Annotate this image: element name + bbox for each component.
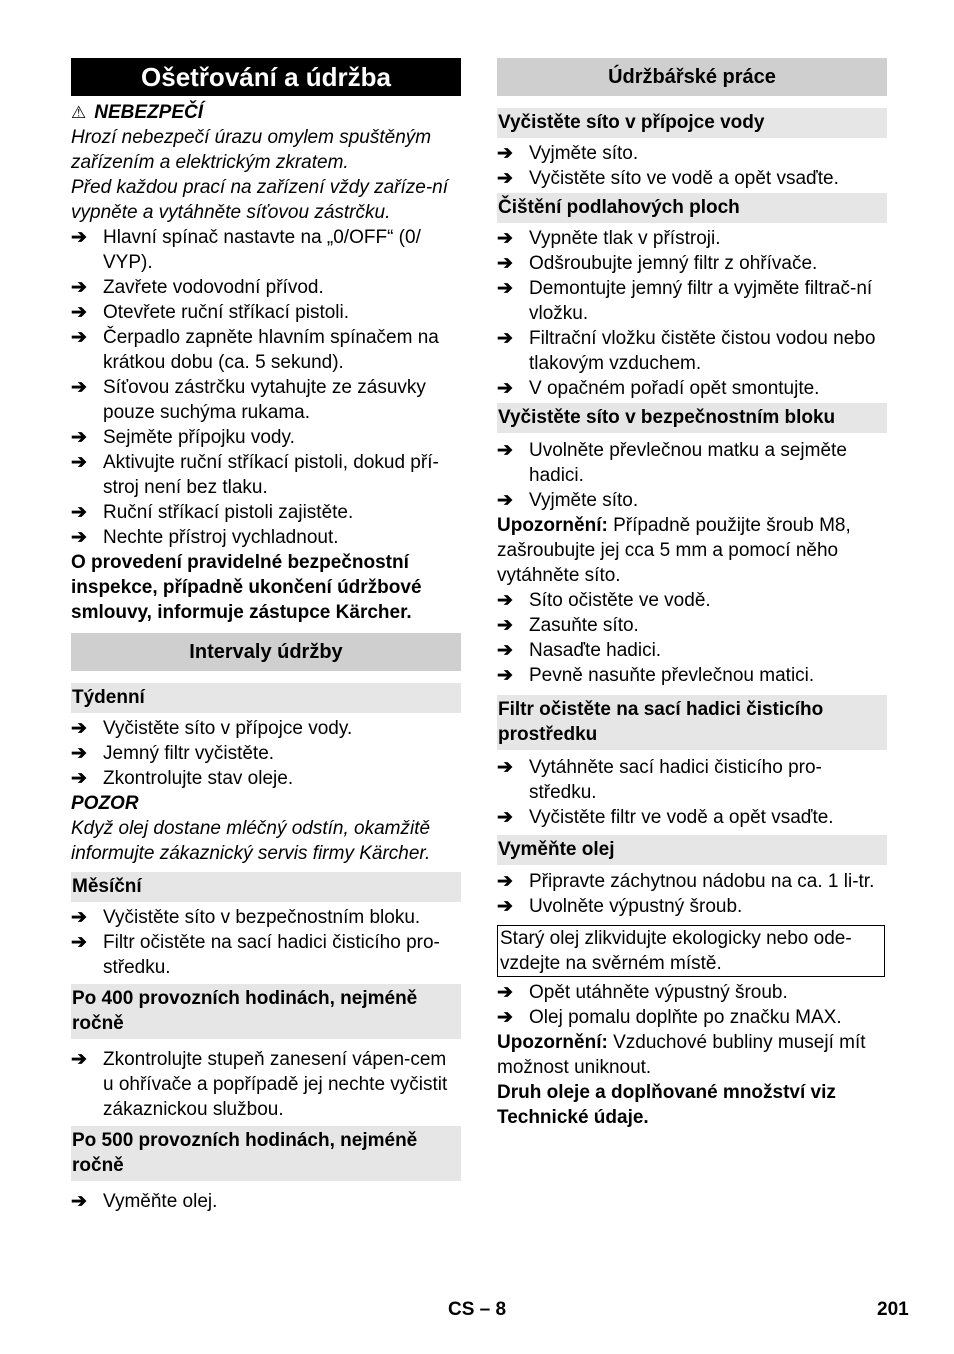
arrow-icon: ➔ xyxy=(497,896,513,917)
oil-steps-a xyxy=(497,869,887,919)
list-item: ➔ Vytáhněte sací hadici čisticího pro-středku. xyxy=(497,757,822,803)
danger-block xyxy=(71,100,461,225)
arrow-icon: ➔ xyxy=(71,427,87,448)
oil-steps-b xyxy=(497,980,887,1030)
filter-hose-steps xyxy=(497,755,887,830)
list-item: ➔ Olej pomalu doplňte po značku MAX. xyxy=(497,1007,842,1028)
list-item: ➔ Uvolněte výpustný šroub. xyxy=(497,896,743,917)
list-item: ➔ Jemný filtr vyčistěte. xyxy=(71,743,275,764)
arrow-icon: ➔ xyxy=(71,743,87,764)
list-item: ➔ Filtr očistěte na sací hadici čisticího pro-středku. xyxy=(71,932,440,978)
arrow-icon: ➔ xyxy=(497,143,513,164)
arrow-icon: ➔ xyxy=(71,718,87,739)
list-item: ➔ Odšroubujte jemný filtr z ohřívače. xyxy=(497,253,818,274)
maintenance-steps xyxy=(71,225,461,550)
left-column xyxy=(71,58,461,1214)
arrow-icon: ➔ xyxy=(497,228,513,249)
arrow-icon: ➔ xyxy=(71,1191,87,1212)
list-item: ➔ Síto očistěte ve vodě. xyxy=(497,590,711,611)
h400-steps xyxy=(71,1047,461,1122)
note-text: Případně použijte šroub M8, zašroubujte jej cca 5 mm a pomocí něho vytáhněte síto. xyxy=(497,515,851,586)
list-item: ➔ Aktivujte ruční stříkací pistoli, dokud pří-stroj není bez tlaku. xyxy=(71,452,439,498)
sieve-water-steps xyxy=(497,141,887,191)
list-item: ➔ Vyčistěte síto ve vodě a opět vsaďte. xyxy=(497,168,839,189)
subheading-sieve-water: Vyčistěte síto v přípojce vody xyxy=(497,108,887,138)
arrow-icon: ➔ xyxy=(497,982,513,1003)
right-column xyxy=(497,58,887,1130)
list-item: ➔ Nechte přístroj vychladnout. xyxy=(71,527,339,548)
list-item: ➔ Čerpadlo zapněte hlavním spínačem na krátkou dobu (ca. 5 sekund). xyxy=(71,327,439,373)
arrow-icon: ➔ xyxy=(497,378,513,399)
list-item: ➔ Připravte záchytnou nádobu na ca. 1 li-tr. xyxy=(497,871,875,892)
list-item: ➔ Opět utáhněte výpustný šroub. xyxy=(497,982,788,1003)
sieve-safety-steps-a xyxy=(497,438,887,513)
list-item: ➔ Otevřete ruční stříkací pistoli. xyxy=(71,302,350,323)
arrow-icon: ➔ xyxy=(71,527,87,548)
environment-note-box: Starý olej zlikvidujte ekologicky nebo ode-vzdejte na svěrném místě. xyxy=(497,925,885,977)
arrow-icon: ➔ xyxy=(71,302,87,323)
list-item: ➔ Vypněte tlak v přístroji. xyxy=(497,228,721,249)
subheading-weekly: Týdenní xyxy=(71,683,461,713)
arrow-icon: ➔ xyxy=(497,1007,513,1028)
list-item: ➔ Vyjměte síto. xyxy=(497,143,639,164)
arrow-icon: ➔ xyxy=(497,807,513,828)
arrow-icon: ➔ xyxy=(71,768,87,789)
sieve-safety-steps-b xyxy=(497,588,887,688)
list-item: ➔ Zkontrolujte stupeň zanesení vápen-cem u ohřívače a popřípadě jej nechte vyčistit zákaznickou službou. xyxy=(71,1049,448,1120)
list-item: ➔ Zkontrolujte stav oleje. xyxy=(71,768,294,789)
arrow-icon: ➔ xyxy=(497,253,513,274)
subheading-monthly: Měsíční xyxy=(71,872,461,902)
arrow-icon: ➔ xyxy=(71,377,87,398)
note-text: Vzduchové bubliny musejí mít možnost uniknout. xyxy=(497,1032,866,1078)
subheading-floor: Čištění podlahových ploch xyxy=(497,193,887,223)
oil-final-note: Druh oleje a doplňované množství viz Technické údaje. xyxy=(497,1082,836,1128)
list-item: ➔ Vyjměte síto. xyxy=(497,490,639,511)
page-title: Ošetřování a údržba xyxy=(71,58,461,96)
list-item: ➔ Ruční stříkací pistoli zajistěte. xyxy=(71,502,354,523)
list-item: ➔ Uvolněte převlečnou matku a sejměte hadici. xyxy=(497,440,847,486)
subheading-filter-hose: Filtr očistěte na sací hadici čisticího prostředku xyxy=(497,695,887,750)
arrow-icon: ➔ xyxy=(497,757,513,778)
list-item: ➔ Vyčistěte síto v přípojce vody. xyxy=(71,718,353,739)
note-label: Upozornění: xyxy=(497,515,608,536)
list-item: ➔ Vyčistěte filtr ve vodě a opět vsaďte. xyxy=(497,807,834,828)
footer-section-label: CS – 8 xyxy=(448,1299,507,1320)
list-item: ➔ Zasuňte síto. xyxy=(497,615,639,636)
list-item: ➔ Nasaďte hadici. xyxy=(497,640,662,661)
list-item: ➔ Filtrační vložku čistěte čistou vodou nebo tlakovým vzduchem. xyxy=(497,328,876,374)
list-item: ➔ Pevně nasuňte převlečnou matici. xyxy=(497,665,815,686)
danger-label: NEBEZPEČÍ xyxy=(94,102,203,123)
caution-label: POZOR xyxy=(71,793,139,814)
subheading-oil: Vyměňte olej xyxy=(497,835,887,865)
subheading-400-hours: Po 400 provozních hodinách, nejméně ročně xyxy=(71,984,461,1039)
arrow-icon: ➔ xyxy=(497,640,513,661)
list-item: ➔ V opačném pořadí opět smontujte. xyxy=(497,378,820,399)
list-item: ➔ Sejměte přípojku vody. xyxy=(71,427,295,448)
section-heading-maintenance-work: Údržbářské práce xyxy=(497,58,887,96)
list-item: ➔ Demontujte jemný filtr a vyjměte filtrač-ní vložku. xyxy=(497,278,873,324)
arrow-icon: ➔ xyxy=(497,871,513,892)
h500-steps xyxy=(71,1189,461,1214)
danger-heading xyxy=(71,100,461,125)
arrow-icon: ➔ xyxy=(71,1049,87,1070)
warning-triangle-icon: ⚠ xyxy=(71,103,87,122)
arrow-icon: ➔ xyxy=(71,277,87,298)
subheading-500-hours: Po 500 provozních hodinách, nejméně ročně xyxy=(71,1126,461,1181)
arrow-icon: ➔ xyxy=(71,502,87,523)
floor-steps xyxy=(497,226,887,401)
weekly-steps xyxy=(71,716,461,791)
arrow-icon: ➔ xyxy=(497,615,513,636)
sieve-safety-note xyxy=(497,513,887,588)
list-item: ➔ Zavřete vodovodní přívod. xyxy=(71,277,324,298)
footer-page-number: 201 xyxy=(877,1299,909,1320)
section-heading-intervals: Intervaly údržby xyxy=(71,633,461,671)
danger-text-2: Před každou prací na zařízení vždy zaříze-ní vypněte a vytáhněte síťovou zástrčku. xyxy=(71,177,449,223)
list-item: ➔ Síťovou zástrčku vytahujte ze zásuvky pouze suchýma rukama. xyxy=(71,377,426,423)
list-item: ➔ Vyčistěte síto v bezpečnostním bloku. xyxy=(71,907,421,928)
inspection-note: O provedení pravidelné bezpečnostní inspekce, případně ukončení údržbové smlouvy, informuje zástupce Kärcher. xyxy=(71,552,422,623)
caution-text: Když olej dostane mléčný odstín, okamžitě informujte zákaznický servis firmy Kärcher. xyxy=(71,818,431,864)
arrow-icon: ➔ xyxy=(497,278,513,299)
list-item: ➔ Hlavní spínač nastavte na „0/OFF“ (0/ VYP). xyxy=(71,227,421,273)
list-item: ➔ Vyměňte olej. xyxy=(71,1191,218,1212)
arrow-icon: ➔ xyxy=(497,665,513,686)
arrow-icon: ➔ xyxy=(71,907,87,928)
monthly-steps xyxy=(71,905,461,980)
oil-note xyxy=(497,1030,887,1080)
arrow-icon: ➔ xyxy=(497,328,513,349)
arrow-icon: ➔ xyxy=(71,452,87,473)
arrow-icon: ➔ xyxy=(497,490,513,511)
arrow-icon: ➔ xyxy=(71,327,87,348)
note-label: Upozornění: xyxy=(497,1032,608,1053)
arrow-icon: ➔ xyxy=(497,168,513,189)
danger-text-1: Hrozí nebezpečí úrazu omylem spuštěným zařízením a elektrickým zkratem. xyxy=(71,127,432,173)
arrow-icon: ➔ xyxy=(497,440,513,461)
arrow-icon: ➔ xyxy=(497,590,513,611)
arrow-icon: ➔ xyxy=(71,227,87,248)
arrow-icon: ➔ xyxy=(71,932,87,953)
subheading-sieve-safety: Vyčistěte síto v bezpečnostním bloku xyxy=(497,403,887,433)
